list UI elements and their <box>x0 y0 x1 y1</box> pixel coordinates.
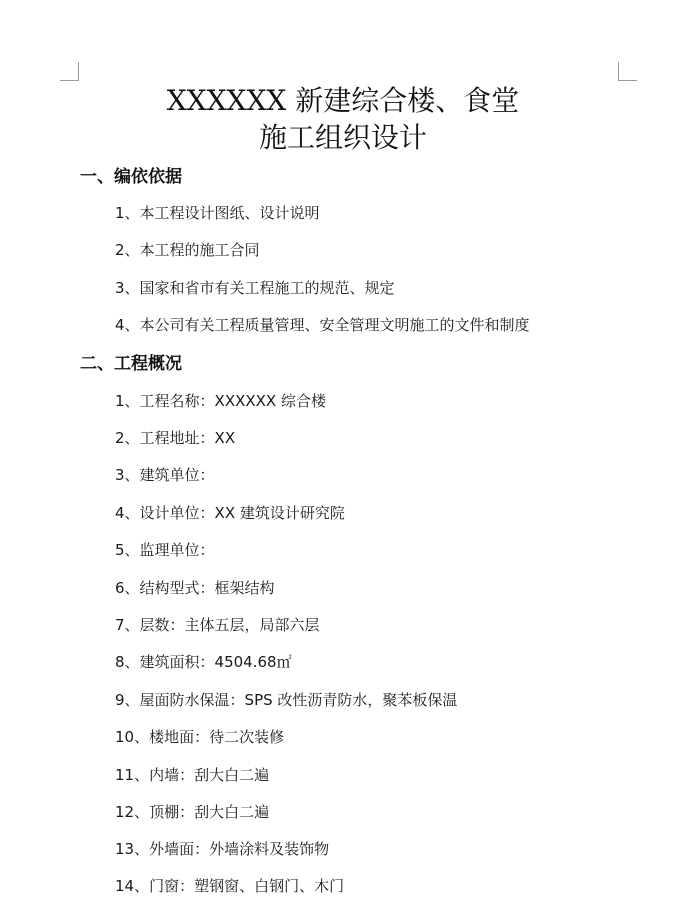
list-item: 8、建筑面积：4504.68㎡ <box>115 653 292 671</box>
list-item: 12、顶棚：刮大白二遍 <box>115 803 270 821</box>
list-item: 4、本公司有关工程质量管理、安全管理文明施工的文件和制度 <box>115 316 530 334</box>
list-item: 2、本工程的施工合同 <box>115 241 260 259</box>
list-item: 13、外墙面：外墙涂料及装饰物 <box>115 840 330 858</box>
list-item: 11、内墙：刮大白二遍 <box>115 766 270 784</box>
section-heading-basis: 一、编依依据 <box>80 167 182 187</box>
list-item: 7、层数：主体五层，局部六层 <box>115 616 320 634</box>
list-item: 6、结构型式：框架结构 <box>115 579 275 597</box>
margin-corner-mark-top-right <box>618 62 637 81</box>
list-item: 1、本工程设计图纸、设计说明 <box>115 204 320 222</box>
list-item: 5、监理单位： <box>115 541 215 559</box>
list-item: 2、工程地址：XX <box>115 429 236 447</box>
list-item: 4、设计单位：XX 建筑设计研究院 <box>115 504 345 522</box>
margin-corner-mark-top-left <box>60 62 79 81</box>
list-item: 9、屋面防水保温：SPS 改性沥青防水，聚苯板保温 <box>115 691 458 709</box>
list-item: 3、建筑单位： <box>115 466 215 484</box>
list-item: 1、工程名称：XXXXXX 综合楼 <box>115 392 326 410</box>
section-heading-overview: 二、工程概况 <box>80 354 182 374</box>
document-title-line-1: XXXXXX 新建综合楼、食堂 <box>166 84 520 117</box>
list-item: 14、门窗：塑钢窗、白钢门、木门 <box>115 877 345 895</box>
list-item: 3、国家和省市有关工程施工的规范、规定 <box>115 279 395 297</box>
list-item: 10、楼地面：待二次装修 <box>115 728 285 746</box>
document-title-line-2: 施工组织设计 <box>258 121 427 154</box>
